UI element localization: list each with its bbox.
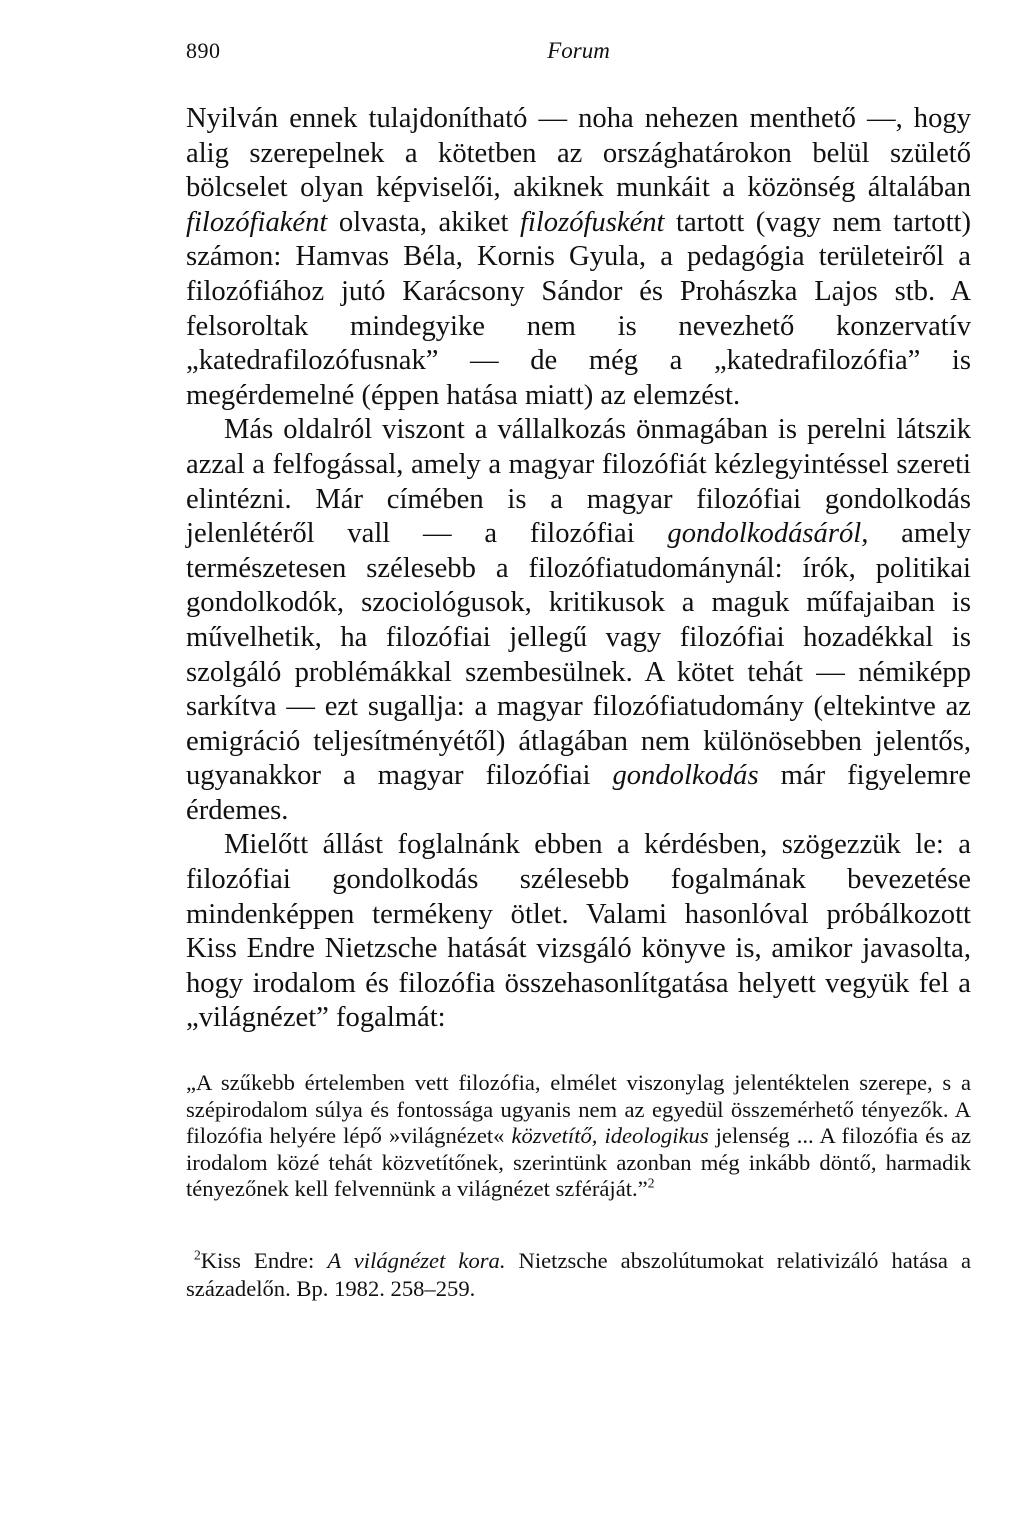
quote-text-a: „A szűkebb értelemben vett filozófia, elmélet viszonylag jelentéktelen szerepe, s a szépirodalom súlya és fontossága ugyanis nem az egyedül összemérhető tényezők. A filozófia helyére lépő »világnézet« [186,1070,971,1149]
paragraph-2-text-b: amely természetesen szélesebb a filozófiatudománynál: írók, politikai gondolkodók, szociológusok, kritikusok a maguk műfajaiban is művelhetik, ha filozófiai jellegű vagy filozófiai hozadékkal is szolgáló problémákkal szembesülnek. A kötet tehát — némiképp sarkítva — ezt sugallja: a magyar filozófiatudomány (eltekintve az emigráció teljesítményétől) átlagában nem különösebben jelentős, ugyanakkor a magyar filozófiai [186,518,971,792]
footnote-marker: 2 [194,1247,201,1262]
paragraph-2-text-c: már figyelemre érdemes. [186,760,972,826]
running-title: Forum [547,38,610,63]
footnote [186,1247,971,1303]
footnote-italic: A világnézet kora. [327,1247,506,1273]
paragraph-2-italic-b: gondolkodás [612,760,759,792]
page-header [186,38,971,68]
paragraph-2-italic-a: gondolkodásáról, [667,518,869,550]
block-quote [186,1070,971,1203]
paragraph-1-text-b: olvasta, akiket [327,206,520,238]
quote-italic: közvetítő, ideologikus [511,1123,709,1149]
quote-text-b: jelenség ... A filozófia és az irodalom közé tehát közvetítőnek, szerintünk azonban még inkább döntő, harmadik tényezőnek kell felvennünk a világnézet szféráját.” [186,1123,972,1202]
page-number: 890 [186,38,221,63]
footnote-text-a: Kiss Endre: [200,1247,328,1273]
footnote-text-b: Nietzsche abszolútumokat relativizáló hatása a századelőn. Bp. 1982. 258–259. [186,1247,972,1301]
page-body [186,102,971,1303]
paragraph-1-text-a: Nyilván ennek tulajdonítható — noha nehezen menthető —, hogy alig szerepelnek a kötetben az országhatárokon belül születő bölcselet olyan képviselői, akiknek munkáit a közönség általában [186,103,971,204]
paragraph-1-italic-a: filozófiaként [186,206,328,238]
paragraph-2 [186,413,971,828]
paragraph-2-text-a: Más oldalról viszont a vállalkozás önmagában is perelni látszik azzal a felfogással, amely a magyar filozófiát kézlegyintéssel szereti elintézni. Már címében is a magyar filozófiai gondolkodás jelenlétéről vall — a filozófiai [186,414,971,550]
paragraph-1-italic-b: filozófusként [519,206,665,238]
paragraph-1-text-c: tartott (vagy nem tartott) számon: Hamvas Béla, Kornis Gyula, a pedagógia területeiről a filozófiához jutó Karácsony Sándor és Prohászka Lajos stb. A felsoroltak mindegyike nem is nevezhető konzervatív „katedrafilozófusnak” — de még a „katedrafilozófia” is megérdemelné (éppen hatása miatt) az elemzést. [186,206,971,411]
footnote-reference: 2 [647,1175,655,1191]
paragraph-3: Mielőtt állást foglalnánk ebben a kérdésben, szögezzük le: a filozófiai gondolkodás szélesebb fogalmának bevezetése mindenképpen termékeny ötlet. Valami hasonlóval próbálkozott Kiss Endre Nietzsche hatását vizsgáló könyve is, amikor javasolta, hogy irodalom és filozófia összehasonlítgatása helyett vegyük fel a „világnézet” fogalmát: [186,829,971,1034]
paragraph-1 [186,102,971,413]
